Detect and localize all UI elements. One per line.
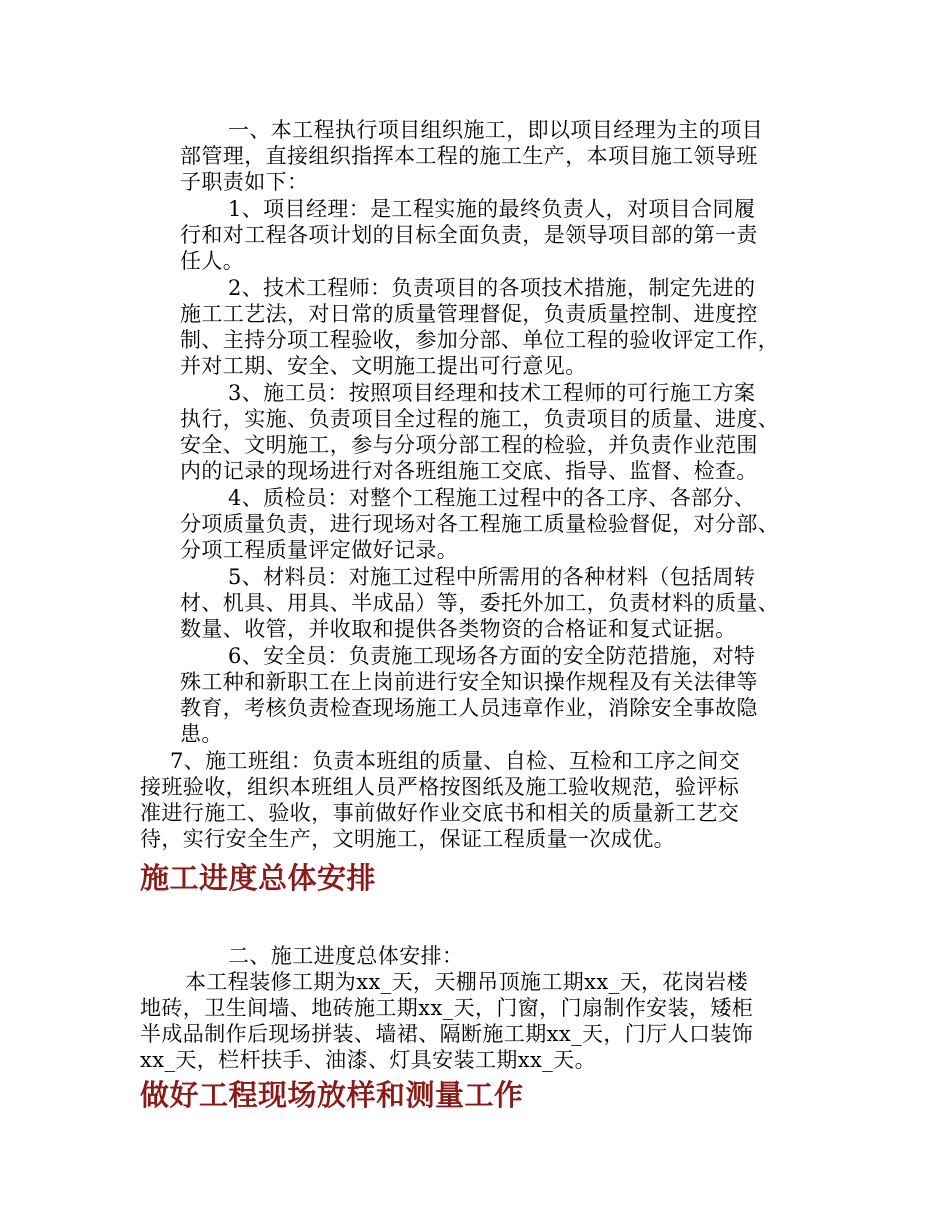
paragraph-line: 并对工期、安全、文明施工提出可行意见。	[180, 354, 587, 378]
paragraph-line: 二、施工进度总体安排：	[228, 944, 464, 968]
paragraph-line: 数量、收管，并收取和提供各类物资的合格证和复式证据。	[180, 617, 737, 641]
paragraph-line: 3、施工员：按照项目经理和技术工程师的可行施工方案	[228, 381, 756, 405]
paragraph-line: 半成品制作后现场拼装、墙裙、隔断施工期xx_天，门厅人口装饰	[140, 1022, 754, 1046]
paragraph-line: 一、本工程执行项目组织施工，即以项目经理为主的项目	[228, 118, 763, 142]
paragraph-line: 待，实行安全生产，文明施工，保证工程质量一次成优。	[140, 827, 675, 851]
paragraph-line: 行和对工程各项计划的目标全面负责，是领导项目部的第一责	[180, 223, 758, 247]
paragraph-line: 执行，实施、负责项目全过程的施工，负责项目的质量、进度、	[180, 407, 780, 431]
paragraph-line: 部管理，直接组织指挥本工程的施工生产，本项目施工领导班	[180, 144, 758, 168]
paragraph-line: 教育，考核负责检查现场施工人员违章作业，消除安全事故隐	[180, 696, 758, 720]
paragraph-line: 分项工程质量评定做好记录。	[180, 538, 459, 562]
paragraph-line: 分项质量负责，进行现场对各工程施工质量检验督促，对分部、	[180, 512, 780, 536]
paragraph-line: 6、安全员：负责施工现场各方面的安全防范措施，对特	[228, 644, 756, 668]
paragraph-line: 任人。	[180, 249, 245, 273]
paragraph-line: 施工工艺法，对日常的质量管理督促，负责质量控制、进度控	[180, 302, 758, 326]
paragraph-line: 1、项目经理：是工程实施的最终负责人，对项目合同履	[228, 197, 756, 221]
section-heading: 做好工程现场放样和测量工作	[140, 1078, 524, 1112]
paragraph-line: 2、技术工程师：负责项目的各项技术措施，制定先进的	[228, 276, 756, 300]
paragraph-line: 4、质检员：对整个工程施工过程中的各工序、各部分、	[228, 486, 756, 510]
paragraph-line: 接班验收，组织本班组人员严格按图纸及施工验收规范，验评标	[140, 775, 740, 799]
paragraph-line: 准进行施工、验收，事前做好作业交底书和相关的质量新工艺交	[140, 801, 740, 825]
paragraph-line: 地砖，卫生间墙、地砖施工期xx_天，门窗，门扇制作安装，矮柜	[140, 996, 754, 1020]
paragraph-line: 殊工种和新职工在上岗前进行安全知识操作规程及有关法律等	[180, 670, 758, 694]
paragraph-line: 患。	[180, 722, 223, 746]
paragraph-line: 制、主持分项工程验收，参加分部、单位工程的验收评定工作，	[180, 328, 780, 352]
paragraph-line: xx_天，栏杆扶手、油漆、灯具安装工期xx_天。	[140, 1048, 596, 1072]
paragraph-line: 子职责如下：	[180, 170, 309, 194]
paragraph-line: 5、材料员：对施工过程中所需用的各种材料（包括周转	[228, 565, 756, 589]
paragraph-line: 内的记录的现场进行对各班组施工交底、指导、监督、检查。	[180, 459, 758, 483]
paragraph-line: 材、机具、用具、半成品）等，委托外加工，负责材料的质量、	[180, 591, 780, 615]
paragraph-line: 7、施工班组：负责本班组的质量、自检、互检和工序之间交	[170, 749, 741, 773]
paragraph-line: 安全、文明施工，参与分项分部工程的检验，并负责作业范围	[180, 433, 758, 457]
paragraph-line: 本工程装修工期为xx_天，天棚吊顶施工期xx_天，花岗岩楼	[185, 970, 748, 994]
section-heading: 施工进度总体安排	[140, 861, 377, 895]
